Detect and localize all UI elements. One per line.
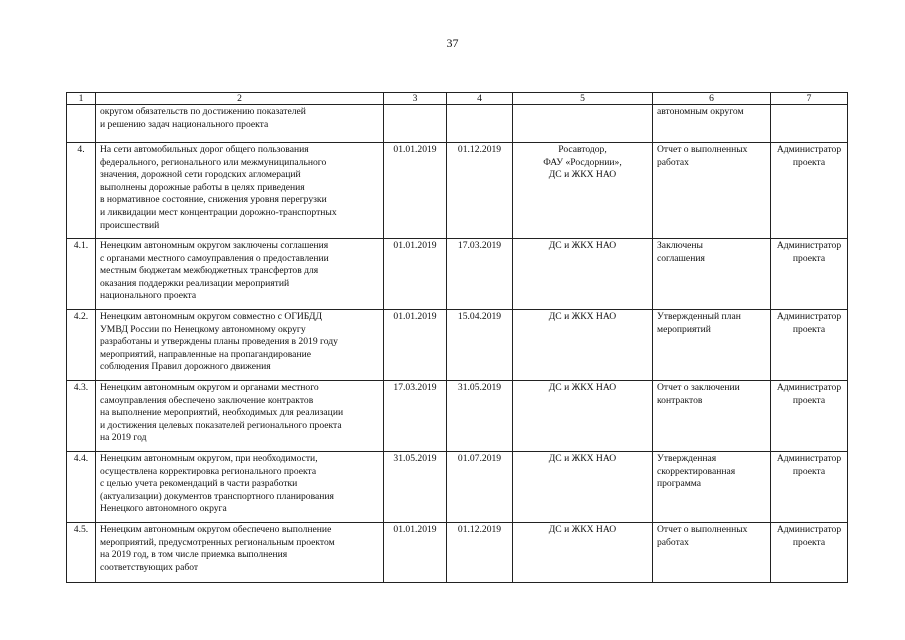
column-header: 3 [384, 93, 447, 105]
table-row [67, 523, 848, 583]
row-result: Заключены соглашения [653, 239, 771, 310]
row-end-date: 17.03.2019 [447, 239, 513, 310]
table-row [67, 452, 848, 523]
row-number: 4.2. [67, 310, 96, 381]
row-number [67, 105, 96, 143]
row-start-date: 31.05.2019 [384, 452, 447, 523]
row-end-date: 31.05.2019 [447, 381, 513, 452]
row-description: Ненецким автономным округом, при необходимости, осуществлена корректировка регионального проекта с целью учета рекомендаций в части разработки (актуализации) документов транспортного планирования Ненецкого автономного округа [96, 452, 384, 523]
row-start-date: 01.01.2019 [384, 239, 447, 310]
row-start-date: 17.03.2019 [384, 381, 447, 452]
row-role [771, 105, 848, 143]
column-header: 1 [67, 93, 96, 105]
table-row [67, 310, 848, 381]
column-header: 7 [771, 93, 848, 105]
row-end-date: 01.12.2019 [447, 143, 513, 239]
row-result: Отчет о выполненных работах [653, 523, 771, 583]
table-header-row [67, 93, 848, 105]
row-role: Администратор проекта [771, 310, 848, 381]
column-header: 6 [653, 93, 771, 105]
row-executor: ДС и ЖКХ НАО [513, 310, 653, 381]
row-result: Отчет о выполненных работах [653, 143, 771, 239]
row-executor: ДС и ЖКХ НАО [513, 452, 653, 523]
row-end-date: 01.07.2019 [447, 452, 513, 523]
row-end-date [447, 105, 513, 143]
row-executor: ДС и ЖКХ НАО [513, 239, 653, 310]
column-header: 2 [96, 93, 384, 105]
column-header: 5 [513, 93, 653, 105]
column-header: 4 [447, 93, 513, 105]
row-start-date: 01.01.2019 [384, 310, 447, 381]
row-description: Ненецким автономным округом заключены соглашения с органами местного самоуправления о предоставлении местным бюджетам межбюджетных трансфертов для оказания поддержки реализации мероприятий национального проекта [96, 239, 384, 310]
row-number: 4.3. [67, 381, 96, 452]
row-start-date [384, 105, 447, 143]
row-executor: ДС и ЖКХ НАО [513, 523, 653, 583]
row-executor [513, 105, 653, 143]
row-end-date: 15.04.2019 [447, 310, 513, 381]
row-role: Администратор проекта [771, 452, 848, 523]
table-row [67, 381, 848, 452]
row-result: автономным округом [653, 105, 771, 143]
row-executor: Росавтодор, ФАУ «Росдорнии», ДС и ЖКХ НАО [513, 143, 653, 239]
row-description: округом обязательств по достижению показателей и решению задач национального проекта [96, 105, 384, 143]
row-number: 4. [67, 143, 96, 239]
row-description: Ненецким автономным округом обеспечено выполнение мероприятий, предусмотренных региональным проектом на 2019 год, в том числе приемка выполнения соответствующих работ [96, 523, 384, 583]
row-number: 4.4. [67, 452, 96, 523]
row-executor: ДС и ЖКХ НАО [513, 381, 653, 452]
row-description: Ненецким автономным округом и органами местного самоуправления обеспечено заключение контрактов на выполнение мероприятий, необходимых для реализации и достижения целевых показателей регионального проекта на 2019 год [96, 381, 384, 452]
row-number: 4.5. [67, 523, 96, 583]
plan-table [66, 92, 848, 583]
row-role: Администратор проекта [771, 239, 848, 310]
row-result: Отчет о заключении контрактов [653, 381, 771, 452]
table-row [67, 239, 848, 310]
row-description: Ненецким автономным округом совместно с ОГИБДД УМВД России по Ненецкому автономному округу разработаны и утверждены планы проведения в 2019 году мероприятий, направленные на пропагандирование соблюдения Правил дорожного движения [96, 310, 384, 381]
table-row [67, 143, 848, 239]
row-role: Администратор проекта [771, 523, 848, 583]
table-row [67, 105, 848, 143]
row-start-date: 01.01.2019 [384, 523, 447, 583]
row-end-date: 01.12.2019 [447, 523, 513, 583]
row-number: 4.1. [67, 239, 96, 310]
row-role: Администратор проекта [771, 143, 848, 239]
row-role: Администратор проекта [771, 381, 848, 452]
page-number: 37 [446, 36, 459, 50]
row-start-date: 01.01.2019 [384, 143, 447, 239]
row-result: Утвержденный план мероприятий [653, 310, 771, 381]
row-result: Утвержденная скорректированная программа [653, 452, 771, 523]
row-description: На сети автомобильных дорог общего пользования федерального, регионального или межмуниципального значения, дорожной сети городских агломераций выполнены дорожные работы в целях приведения в нормативное состояние, снижения уровня перегрузки и ликвидации мест концентрации дорожно-транспортных происшествий [96, 143, 384, 239]
